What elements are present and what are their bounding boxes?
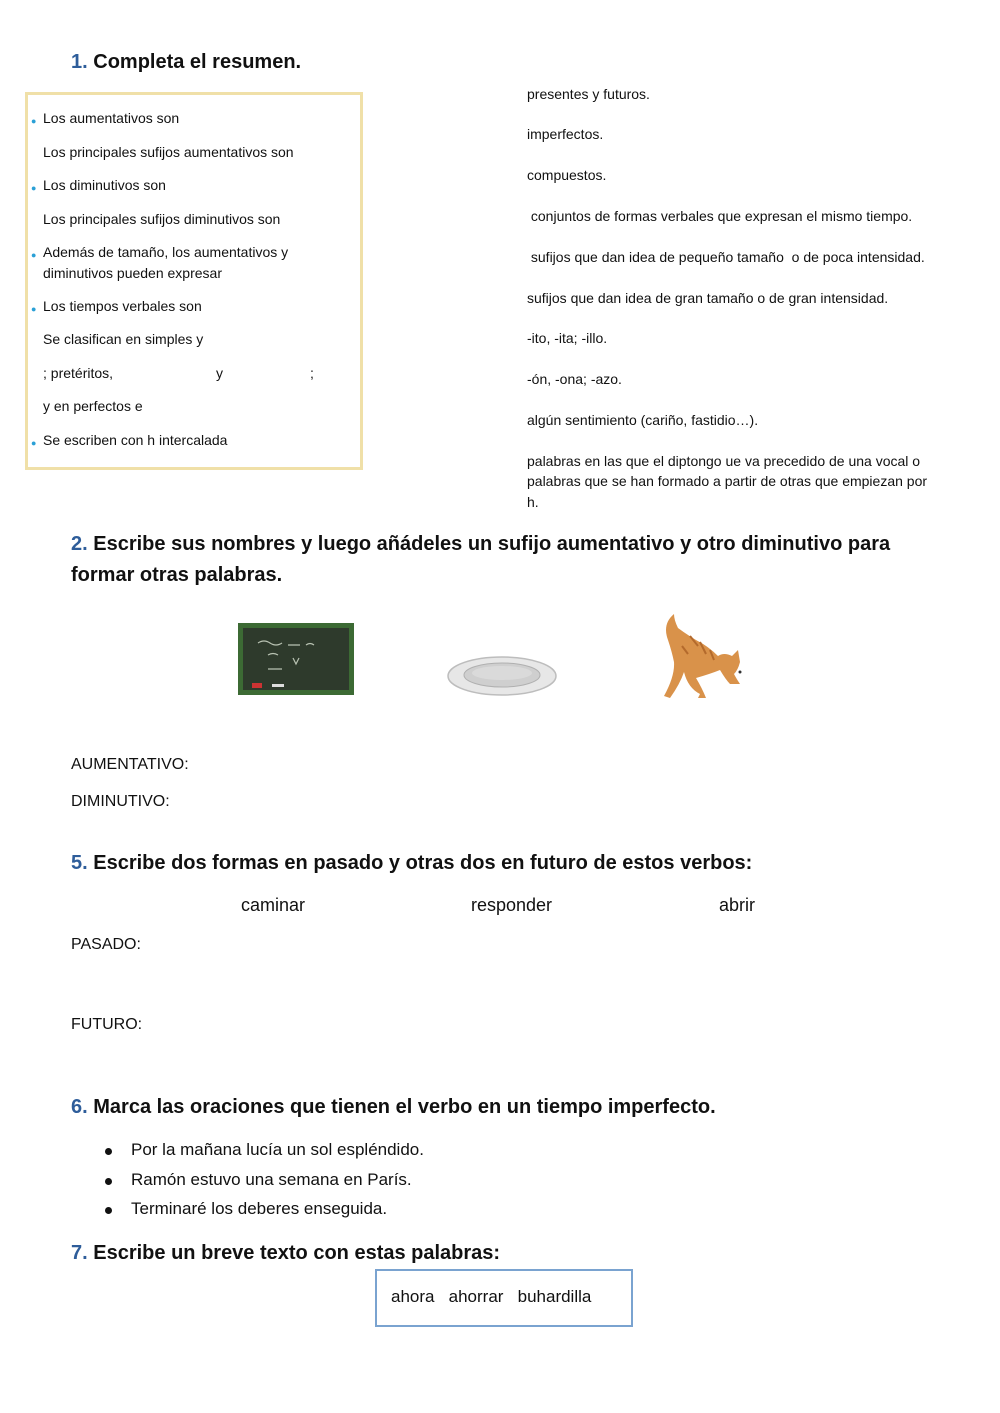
option-item: compuestos.: [527, 167, 607, 183]
summary-item: y: [216, 365, 223, 381]
verb-item: responder: [471, 895, 553, 915]
option-item: -ón, -ona; -azo.: [527, 371, 622, 387]
section2-number: 2.: [71, 533, 88, 555]
bullet-icon: ●: [31, 304, 37, 314]
section2-title-line2: formar otras palabras.: [71, 564, 283, 586]
section1-number: 1.: [71, 51, 88, 73]
summary-item: Se clasifican en simples y: [43, 331, 204, 347]
diminutivo-label: DIMINUTIVO:: [71, 793, 170, 810]
summary-box: [25, 92, 363, 470]
section2-heading: [71, 533, 890, 556]
blackboard-icon: [238, 623, 354, 695]
bullet-icon: [105, 1178, 112, 1185]
summary-item: ● Además de tamaño, los aumentativos y: [43, 242, 288, 262]
summary-item: y en perfectos e: [43, 398, 143, 414]
summary-item: diminutivos pueden expresar: [43, 265, 222, 281]
bullet-icon: [105, 1148, 112, 1155]
verb-item: caminar: [241, 895, 306, 915]
summary-item: ● Los diminutivos son: [43, 175, 166, 195]
section6-heading: [71, 1096, 716, 1119]
summary-item: Los principales sufijos aumentativos son: [43, 144, 294, 160]
section6-number: 6.: [71, 1096, 88, 1118]
bullet-icon: ●: [31, 250, 37, 260]
bullet-icon: [105, 1207, 112, 1214]
futuro-label: FUTURO:: [71, 1016, 143, 1033]
section5-title: Escribe dos formas en pasado y otras dos en futuro de estos verbos:: [93, 852, 753, 874]
option-item: sufijos que dan idea de pequeño tamaño o de poca intensidad.: [527, 249, 925, 265]
summary-item: ● Los aumentativos son: [43, 108, 179, 128]
option-item: palabras en las que el diptongo ue va precedido de una vocal o: [527, 453, 921, 469]
section7-number: 7.: [71, 1242, 88, 1264]
section7-heading: [71, 1242, 500, 1265]
cat-icon: [660, 606, 760, 700]
section5-number: 5.: [71, 852, 88, 874]
section6-title: Marca las oraciones que tienen el verbo en un tiempo imperfecto.: [93, 1096, 716, 1118]
list-item: Terminaré los deberes enseguida.: [131, 1199, 387, 1219]
section2-title-line1: Escribe sus nombres y luego añádeles un sufijo aumentativo y otro diminutivo para: [93, 533, 891, 555]
summary-item: ● Los tiempos verbales son: [43, 296, 202, 316]
bullet-icon: ●: [31, 183, 37, 193]
summary-item: ;: [310, 365, 314, 381]
section7-title: Escribe un breve texto con estas palabras:: [93, 1242, 501, 1264]
summary-item: Los principales sufijos diminutivos son: [43, 211, 281, 227]
option-item: sufijos que dan idea de gran tamaño o de gran intensidad.: [527, 290, 889, 306]
section1-heading: [71, 51, 301, 74]
plate-icon: [446, 655, 558, 697]
list-item: Ramón estuvo una semana en París.: [131, 1170, 412, 1190]
summary-item: ; pretéritos,: [43, 365, 114, 381]
option-item: conjuntos de formas verbales que expresan el mismo tiempo.: [527, 208, 913, 224]
bullet-icon: ●: [31, 438, 37, 448]
pasado-label: PASADO:: [71, 936, 141, 953]
verb-item: abrir: [719, 895, 756, 915]
section5-heading: [71, 852, 752, 875]
word-list: ahora ahorrar buhardilla: [391, 1287, 592, 1306]
option-item: presentes y futuros.: [527, 86, 650, 102]
summary-item: ● Se escriben con h intercalada: [43, 430, 227, 450]
list-item: Por la mañana lucía un sol espléndido.: [131, 1140, 424, 1160]
option-item: algún sentimiento (cariño, fastidio…).: [527, 412, 759, 428]
option-item: -ito, -ita; -illo.: [527, 330, 608, 346]
option-item: imperfectos.: [527, 126, 604, 142]
word-box: [375, 1269, 633, 1327]
bullet-icon: ●: [31, 116, 37, 126]
option-item: h.: [527, 494, 539, 510]
aumentativo-label: AUMENTATIVO:: [71, 756, 189, 773]
section1-title: Completa el resumen.: [93, 51, 302, 73]
option-item: palabras que se han formado a partir de otras que empiezan por: [527, 473, 928, 489]
